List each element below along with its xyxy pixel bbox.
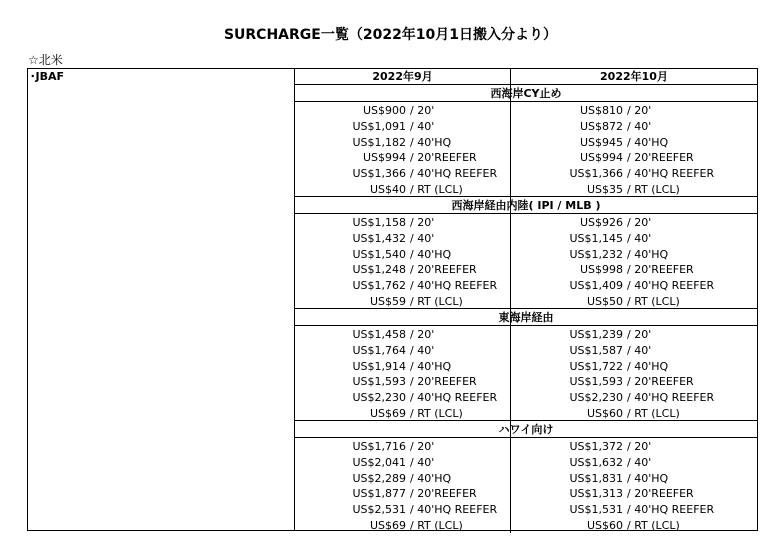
sep-amount: US$2,289 — [352, 472, 406, 485]
sep-amount: US$2,041 — [352, 456, 406, 469]
sep-unit: / 40'HQ REEFER — [410, 391, 498, 404]
sep-unit: / 20'REEFER — [410, 375, 477, 388]
section-title: 西海岸経由内陸( IPI / MLB ) — [451, 199, 601, 212]
column-header-oct: 2022年10月 — [600, 70, 668, 83]
oct-unit: / 40'HQ — [627, 360, 669, 373]
sep-unit: / 40' — [410, 344, 435, 357]
oct-amount: US$926 — [579, 216, 623, 229]
oct-unit: / 40' — [627, 120, 652, 133]
oct-amount: US$1,409 — [569, 279, 623, 292]
oct-amount: US$1,145 — [569, 232, 623, 245]
oct-unit: / 20'REEFER — [627, 487, 694, 500]
oct-unit: / RT (LCL) — [627, 407, 680, 420]
oct-amount: US$60 — [586, 407, 623, 420]
sep-amount: US$69 — [369, 407, 406, 420]
sep-unit: / 20'REEFER — [410, 263, 477, 276]
oct-amount: US$998 — [579, 263, 623, 276]
oct-amount: US$1,722 — [569, 360, 623, 373]
oct-unit: / RT (LCL) — [627, 519, 680, 532]
sep-amount: US$40 — [369, 183, 406, 196]
sep-amount: US$994 — [362, 151, 406, 164]
section-header-divider — [294, 101, 758, 102]
sep-unit: / 40'HQ — [410, 136, 452, 149]
sep-amount: US$1,762 — [352, 279, 406, 292]
oct-unit: / 40' — [627, 344, 652, 357]
sep-unit: / 40'HQ — [410, 472, 452, 485]
sep-unit: / 20' — [410, 440, 435, 453]
oct-amount: US$1,632 — [569, 456, 623, 469]
section-title: 東海岸経由 — [498, 311, 554, 324]
sep-unit: / 20'REEFER — [410, 487, 477, 500]
oct-amount: US$1,366 — [569, 167, 623, 180]
sep-unit: / RT (LCL) — [410, 407, 463, 420]
oct-unit: / 40'HQ REEFER — [627, 391, 715, 404]
sep-unit: / 40' — [410, 120, 435, 133]
sep-amount: US$1,764 — [352, 344, 406, 357]
oct-unit: / 40'HQ — [627, 472, 669, 485]
sep-unit: / 40'HQ REEFER — [410, 503, 498, 516]
sep-unit: / RT (LCL) — [410, 295, 463, 308]
oct-amount: US$35 — [586, 183, 623, 196]
sep-amount: US$59 — [369, 295, 406, 308]
page-title: SURCHARGE一覧（2022年10月1日搬入分より） — [223, 27, 558, 43]
oct-amount: US$1,372 — [569, 440, 623, 453]
oct-unit: / 40'HQ REEFER — [627, 503, 715, 516]
oct-amount: US$945 — [579, 136, 623, 149]
sep-amount: US$1,432 — [352, 232, 406, 245]
oct-unit: / 40' — [627, 232, 652, 245]
sep-amount: US$1,458 — [352, 328, 406, 341]
sep-amount: US$1,593 — [352, 375, 406, 388]
oct-amount: US$1,232 — [569, 248, 623, 261]
sep-unit: / 40'HQ REEFER — [410, 167, 498, 180]
region-label: ☆北米 — [28, 53, 63, 67]
oct-amount: US$994 — [579, 151, 623, 164]
sep-amount: US$1,091 — [352, 120, 406, 133]
oct-unit: / 20'REEFER — [627, 375, 694, 388]
oct-amount: US$1,239 — [569, 328, 623, 341]
sep-unit: / 20' — [410, 104, 435, 117]
oct-unit: / 40'HQ REEFER — [627, 279, 715, 292]
sep-unit: / 40'HQ — [410, 360, 452, 373]
oct-unit: / 20' — [627, 440, 652, 453]
oct-unit: / 40'HQ — [627, 136, 669, 149]
section-header-divider — [294, 437, 758, 438]
sep-amount: US$900 — [362, 104, 406, 117]
sep-unit: / 40' — [410, 456, 435, 469]
sep-unit: / 40'HQ REEFER — [410, 279, 498, 292]
oct-unit: / 20'REEFER — [627, 263, 694, 276]
oct-unit: / 40'HQ — [627, 248, 669, 261]
section-title: 西海岸CY止め — [490, 87, 562, 100]
sep-unit: / 20' — [410, 216, 435, 229]
sep-amount: US$1,182 — [352, 136, 406, 149]
sep-amount: US$1,877 — [352, 487, 406, 500]
sep-amount: US$1,248 — [352, 263, 406, 276]
oct-amount: US$1,593 — [569, 375, 623, 388]
sep-amount: US$1,366 — [352, 167, 406, 180]
oct-amount: US$2,230 — [569, 391, 623, 404]
oct-unit: / 20' — [627, 216, 652, 229]
sep-amount: US$1,914 — [352, 360, 406, 373]
sep-amount: US$69 — [369, 519, 406, 532]
sep-amount: US$1,540 — [352, 248, 406, 261]
oct-unit: / RT (LCL) — [627, 183, 680, 196]
section-header-divider — [294, 325, 758, 326]
header-row-divider — [294, 84, 758, 85]
sep-unit: / 20' — [410, 328, 435, 341]
surcharge-table — [27, 68, 758, 531]
table-border-left — [27, 68, 28, 531]
oct-amount: US$1,531 — [569, 503, 623, 516]
sep-amount: US$2,531 — [352, 503, 406, 516]
section-header-divider — [294, 213, 758, 214]
oct-amount: US$1,313 — [569, 487, 623, 500]
carrier-name: ･JBAF — [30, 70, 65, 83]
sep-unit: / 40' — [410, 232, 435, 245]
oct-unit: / 20' — [627, 328, 652, 341]
oct-unit: / 20' — [627, 104, 652, 117]
sep-amount: US$1,158 — [352, 216, 406, 229]
section-title: ハワイ向け — [498, 423, 554, 436]
sep-amount: US$1,716 — [352, 440, 406, 453]
oct-amount: US$60 — [586, 519, 623, 532]
oct-unit: / RT (LCL) — [627, 295, 680, 308]
table-border-right — [757, 68, 758, 531]
sep-unit: / RT (LCL) — [410, 519, 463, 532]
oct-amount: US$810 — [579, 104, 623, 117]
sep-unit: / RT (LCL) — [410, 183, 463, 196]
sep-unit: / 20'REEFER — [410, 151, 477, 164]
oct-amount: US$1,587 — [569, 344, 623, 357]
oct-amount: US$872 — [579, 120, 623, 133]
oct-amount: US$1,831 — [569, 472, 623, 485]
column-header-sep: 2022年9月 — [372, 70, 433, 83]
oct-unit: / 40' — [627, 456, 652, 469]
sep-unit: / 40'HQ — [410, 248, 452, 261]
oct-unit: / 20'REEFER — [627, 151, 694, 164]
oct-amount: US$50 — [586, 295, 623, 308]
oct-unit: / 40'HQ REEFER — [627, 167, 715, 180]
sep-amount: US$2,230 — [352, 391, 406, 404]
